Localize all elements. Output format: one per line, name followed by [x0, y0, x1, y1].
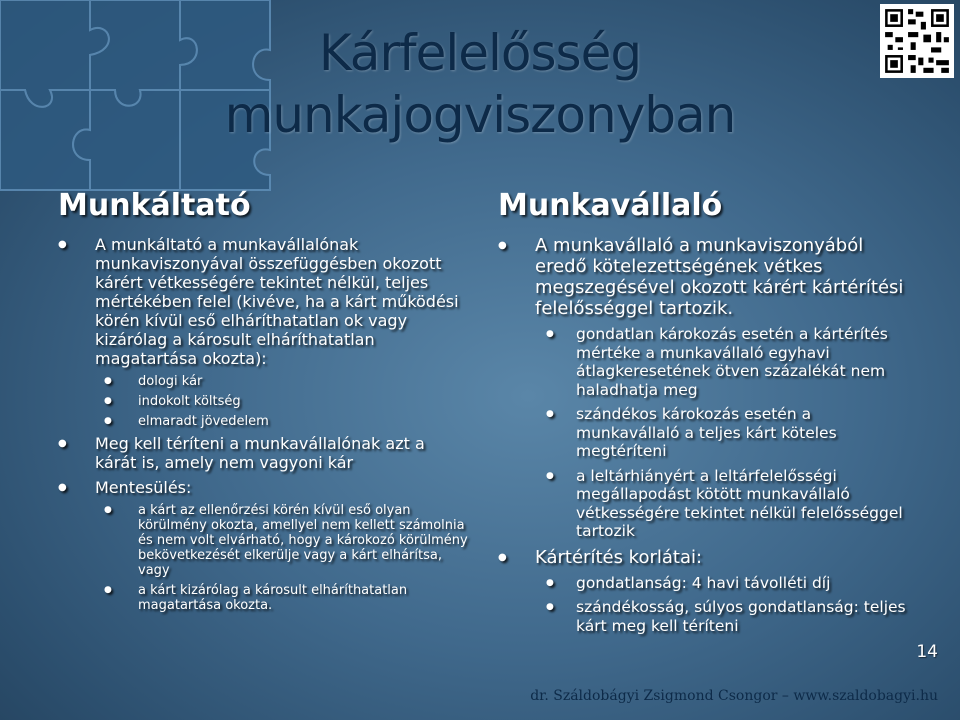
- title-line-1: Kárfelelősség: [318, 24, 642, 82]
- sub-list-item: ● dologi kár: [58, 374, 468, 389]
- employer-column: [58, 188, 468, 618]
- sub-list-item: ● elmaradt jövedelem: [58, 414, 468, 429]
- list-item: ● Mentesülés:: [58, 478, 468, 497]
- list-item: ● A munkáltató a munkavállalónak munkaviszonyával összefüggésben okozott kárért vétkességére tekintet nélkül, teljes mértékében felel (kivéve, ha a kárt működési körén kívül eső elháríthatatlan ok vagy kizárólag a károsult elháríthatatlan magatartása okozta):: [58, 235, 468, 368]
- footer-credit: dr. Száldobágyi Zsigmond Csongor – www.szaldobagyi.hu: [530, 688, 938, 704]
- page-number: 14: [916, 642, 938, 662]
- employee-heading: Munkavállaló: [498, 188, 723, 223]
- employee-list: [498, 235, 918, 635]
- sub-list-item: ● szándékosság, súlyos gondatlanság: teljes kárt meg kell téríteni: [498, 598, 918, 635]
- sub-list-item: ● gondatlanság: 4 havi távolléti díj: [498, 574, 918, 593]
- title-line-2: munkajogviszonyban: [224, 86, 736, 144]
- employer-list: [58, 235, 468, 613]
- list-item: ● Kártérítés korlátai:: [498, 547, 918, 568]
- sub-list-item: ● a leltárhiányért a leltárfelelősségi megállapodást kötött munkavállaló vétkességére tekintet nélkül felelősséggel tartozik: [498, 467, 918, 541]
- list-item: ● A munkavállaló a munkaviszonyából eredő kötelezettségének vétkes megszegésével okozott kárért kártérítési felelősséggel tartozik.: [498, 235, 918, 319]
- page-title: [150, 22, 810, 146]
- employer-heading: Munkáltató: [58, 188, 251, 223]
- qr-code-icon: [880, 4, 954, 78]
- employee-column: [498, 188, 918, 641]
- sub-list-item: ● szándékos károkozás esetén a munkavállaló a teljes kárt köteles megtéríteni: [498, 405, 918, 461]
- list-item: ● Meg kell téríteni a munkavállalónak azt a kárát is, amely nem vagyoni kár: [58, 434, 468, 472]
- sub-list-item: ● indokolt költség: [58, 394, 468, 409]
- sub-list-item: ● a kárt kizárólag a károsult elháríthatatlan magatartása okozta.: [58, 583, 468, 613]
- sub-list-item: ● a kárt az ellenőrzési körén kívül eső olyan körülmény okozta, amellyel nem kellett számolnia és nem volt elvárható, hogy a károkozó körülmény bekövetkezését elkerülje vagy a kárt elhárítsa, vagy: [58, 503, 468, 578]
- sub-list-item: ● gondatlan károkozás esetén a kártérítés mértéke a munkavállaló egyhavi átlagkeresetének ötven százalékát nem haladhatja meg: [498, 325, 918, 399]
